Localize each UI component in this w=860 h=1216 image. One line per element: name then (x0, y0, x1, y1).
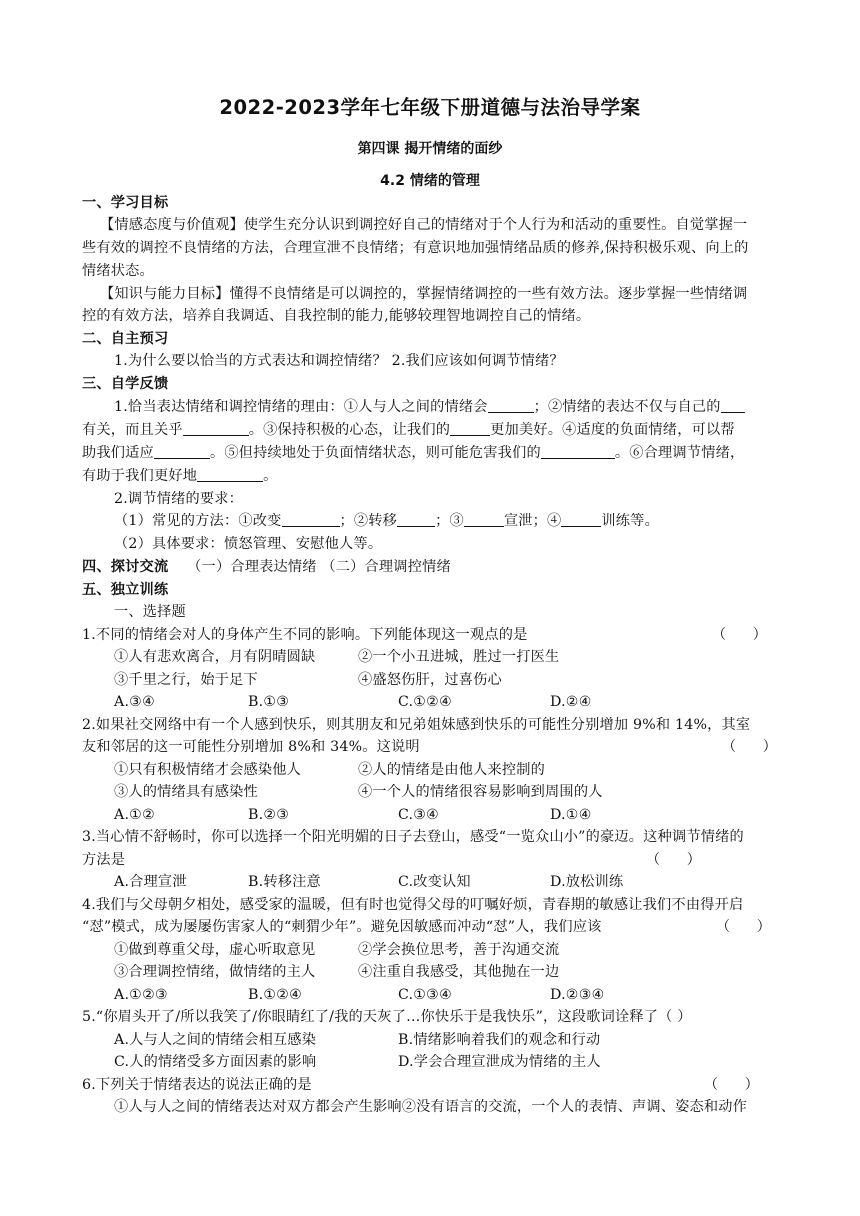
q1-stem: 1.不同的情绪会对人的身体产生不同的影响。下列能体现这一观点的是 (82, 627, 528, 643)
feedback-text: （1）常见的方法：①改变 (114, 513, 282, 529)
option-d[interactable]: D.放松训练 (550, 874, 624, 890)
goal1-line1: 【情感态度与价值观】使学生充分认识到调控好自己的情绪对于个人行为和活动的重要性。自觉掌握一 (100, 217, 748, 233)
option-d[interactable]: D.学会合理宣泄成为情绪的主人 (398, 1054, 601, 1070)
blank[interactable] (561, 511, 601, 527)
option-c[interactable]: C.③④ (398, 807, 440, 823)
feedback-text: 。⑥合理调节情绪， (614, 445, 745, 461)
feedback-line5: 2.调节情绪的要求： (114, 491, 244, 507)
q6-stem: 6.下列关于情绪表达的说法正确的是 (82, 1077, 312, 1093)
option-a[interactable]: A.③④ (114, 694, 155, 710)
blank[interactable] (450, 420, 490, 436)
option-a[interactable]: A.人与人之间的情绪会相互感染 (114, 1032, 317, 1048)
q4-stem-line1: 4.我们与父母朝夕相处，感受家的温暖，但有时也觉得父母的叮嘱好烦，青春期的敏感让我们不由得开启 (82, 897, 744, 913)
feedback-text: 更加美好。④适度的负面情绪，可以帮 (490, 422, 735, 438)
feedback-text: ；②情绪的表达不仅与自己的 (533, 399, 721, 415)
feedback-line4 (82, 465, 778, 487)
section-title: 4.2 情绪的管理 (380, 173, 480, 189)
blank[interactable] (197, 466, 263, 482)
statement: ③千里之行，始于足下 (114, 672, 258, 688)
feedback-text: 。③保持积极的心态，让我们的 (248, 422, 451, 438)
heading-discussion: 四、探讨交流 (82, 559, 169, 575)
preview-questions: 1.为什么要以恰当的方式表达和调控情绪？ 2.我们应该如何调节情绪？ (114, 353, 564, 369)
page-title: 2022-2023学年七年级下册道德与法治导学案 (219, 96, 641, 119)
option-c[interactable]: C.①②④ (398, 694, 453, 710)
q4-stem-line2: “怼”模式，成为屡屡伤害家人的“刺猬少年”。避免因敏感而冲动“怼”人，我们应该 (82, 919, 602, 935)
option-a[interactable]: A.①② (114, 807, 155, 823)
option-c[interactable]: C.改变认知 (398, 874, 471, 890)
q3-answer-paren[interactable]: （ ） (646, 852, 701, 868)
discussion-row (82, 556, 778, 578)
statement: ④一个人的情绪很容易影响到周围的人 (358, 784, 603, 800)
blank[interactable] (488, 397, 534, 413)
feedback-line3 (82, 442, 778, 464)
option-d[interactable]: D.②③④ (550, 987, 605, 1003)
heading-practice: 五、独立训练 (82, 582, 169, 598)
q1-answer-paren[interactable]: （ ） (712, 627, 767, 643)
statement: ①人有悲欢离合，月有阴晴圆缺 (114, 649, 316, 665)
goal2-line2: 控的有效方法，培养自我调适、自我控制的能力,能够较理智地调控自己的情绪。 (82, 308, 591, 324)
q3-stem-line2: 方法是 (82, 852, 126, 868)
goal2-line1: 【知识与能力目标】懂得不良情绪是可以调控的，掌握情绪调控的一些有效方法。逐步掌握一些情绪调 (100, 286, 748, 302)
feedback-text: 助我们适应 (82, 445, 154, 461)
option-c[interactable]: C.①③④ (398, 987, 453, 1003)
q2-stem-line2: 友和邻居的这一可能性分别增加 8%和 34%。这说明 (82, 739, 420, 755)
statement: ④注重自我感受，其他抛在一边 (358, 964, 560, 980)
statement: ②学会换位思考，善于沟通交流 (358, 942, 560, 958)
feedback-text: 1.恰当表达情绪和调控情绪的理由：①人与人之间的情绪会 (114, 399, 488, 415)
feedback-text: 训练等。 (601, 513, 659, 529)
blank[interactable] (541, 443, 615, 459)
option-b[interactable]: B.①③ (248, 694, 290, 710)
feedback-text: 。 (263, 468, 278, 484)
blank[interactable] (721, 397, 745, 413)
feedback-text: ；③ (435, 513, 464, 529)
statement: ④盛怒伤肝，过喜伤心 (358, 672, 502, 688)
option-d[interactable]: D.①④ (550, 807, 592, 823)
heading-goals: 一、学习目标 (82, 195, 169, 211)
goal1-line2: 些有效的调控不良情绪的方法，合理宣泄不良情绪；有意识地加强情绪品质的修养,保持积极乐观、向上的 (82, 240, 749, 256)
feedback-line2 (82, 419, 778, 441)
blank[interactable] (464, 511, 504, 527)
statement: ③人的情绪具有感染性 (114, 784, 258, 800)
option-b[interactable]: B.①②④ (248, 987, 303, 1003)
q6-statement-line1: ①人与人之间的情绪表达对双方都会产生影响②没有语言的交流，一个人的表情、声调、姿态和动作 (114, 1099, 748, 1115)
option-a[interactable]: A.①②③ (114, 987, 168, 1003)
statement: ③合理调控情绪，做情绪的主人 (114, 964, 316, 980)
q4-answer-paren[interactable]: （ ） (716, 919, 771, 935)
blank[interactable] (397, 511, 435, 527)
feedback-text: 宣泄；④ (503, 513, 562, 529)
feedback-text: 有助于我们更好地 (82, 468, 198, 484)
q2-stem-line1: 2.如果社交网络中有一个人感到快乐，则其朋友和兄弟姐妹感到快乐的可能性分别增加 9%和 14%，其室 (82, 717, 751, 733)
option-c[interactable]: C.人的情绪受多方面因素的影响 (114, 1054, 317, 1070)
feedback-text: ；②转移 (339, 513, 398, 529)
discussion-items: （一）合理表达情绪 （二）合理调控情绪 (187, 559, 451, 575)
blank[interactable] (282, 511, 340, 527)
statement: ①只有积极情绪才会感染他人 (114, 762, 302, 778)
blank[interactable] (154, 443, 210, 459)
blank[interactable] (183, 420, 249, 436)
feedback-line6 (114, 510, 778, 532)
feedback-text: 有关，而且关乎 (82, 422, 183, 438)
option-b[interactable]: B.②③ (248, 807, 290, 823)
heading-preview: 二、自主预习 (82, 331, 169, 347)
feedback-text: 。⑤但持续地处于负面情绪状态，则可能危害我们的 (209, 445, 541, 461)
q6-answer-paren[interactable]: （ ） (704, 1077, 759, 1093)
statement: ①做到尊重父母，虚心听取意见 (114, 942, 316, 958)
heading-feedback: 三、自学反馈 (82, 376, 169, 392)
lesson-title: 第四课 揭开情绪的面纱 (357, 141, 503, 157)
option-a[interactable]: A.合理宣泄 (114, 874, 187, 890)
option-d[interactable]: D.②④ (550, 694, 592, 710)
goal1-line3: 情绪状态。 (82, 263, 154, 279)
statement: ②一个小丑进城，胜过一打医生 (358, 649, 560, 665)
q5-stem: 5.“你眉头开了/所以我笑了/你眼睛红了/我的天灰了…你快乐于是我快乐”，这段歌词诠释了（ ） (82, 1009, 692, 1025)
q2-answer-paren[interactable]: （ ） (722, 739, 777, 755)
option-b[interactable]: B.情绪影响着我们的观念和行动 (398, 1032, 601, 1048)
choice-heading: 一、选择题 (114, 604, 186, 620)
q3-stem-line1: 3.当心情不舒畅时，你可以选择一个阳光明媚的日子去登山，感受“一览众山小”的豪迈。这种调节情绪的 (82, 829, 744, 845)
feedback-line1 (114, 396, 778, 418)
option-b[interactable]: B.转移注意 (248, 874, 321, 890)
statement: ②人的情绪是由他人来控制的 (358, 762, 546, 778)
feedback-line7: （2）具体要求：愤怒管理、安慰他人等。 (114, 536, 383, 552)
